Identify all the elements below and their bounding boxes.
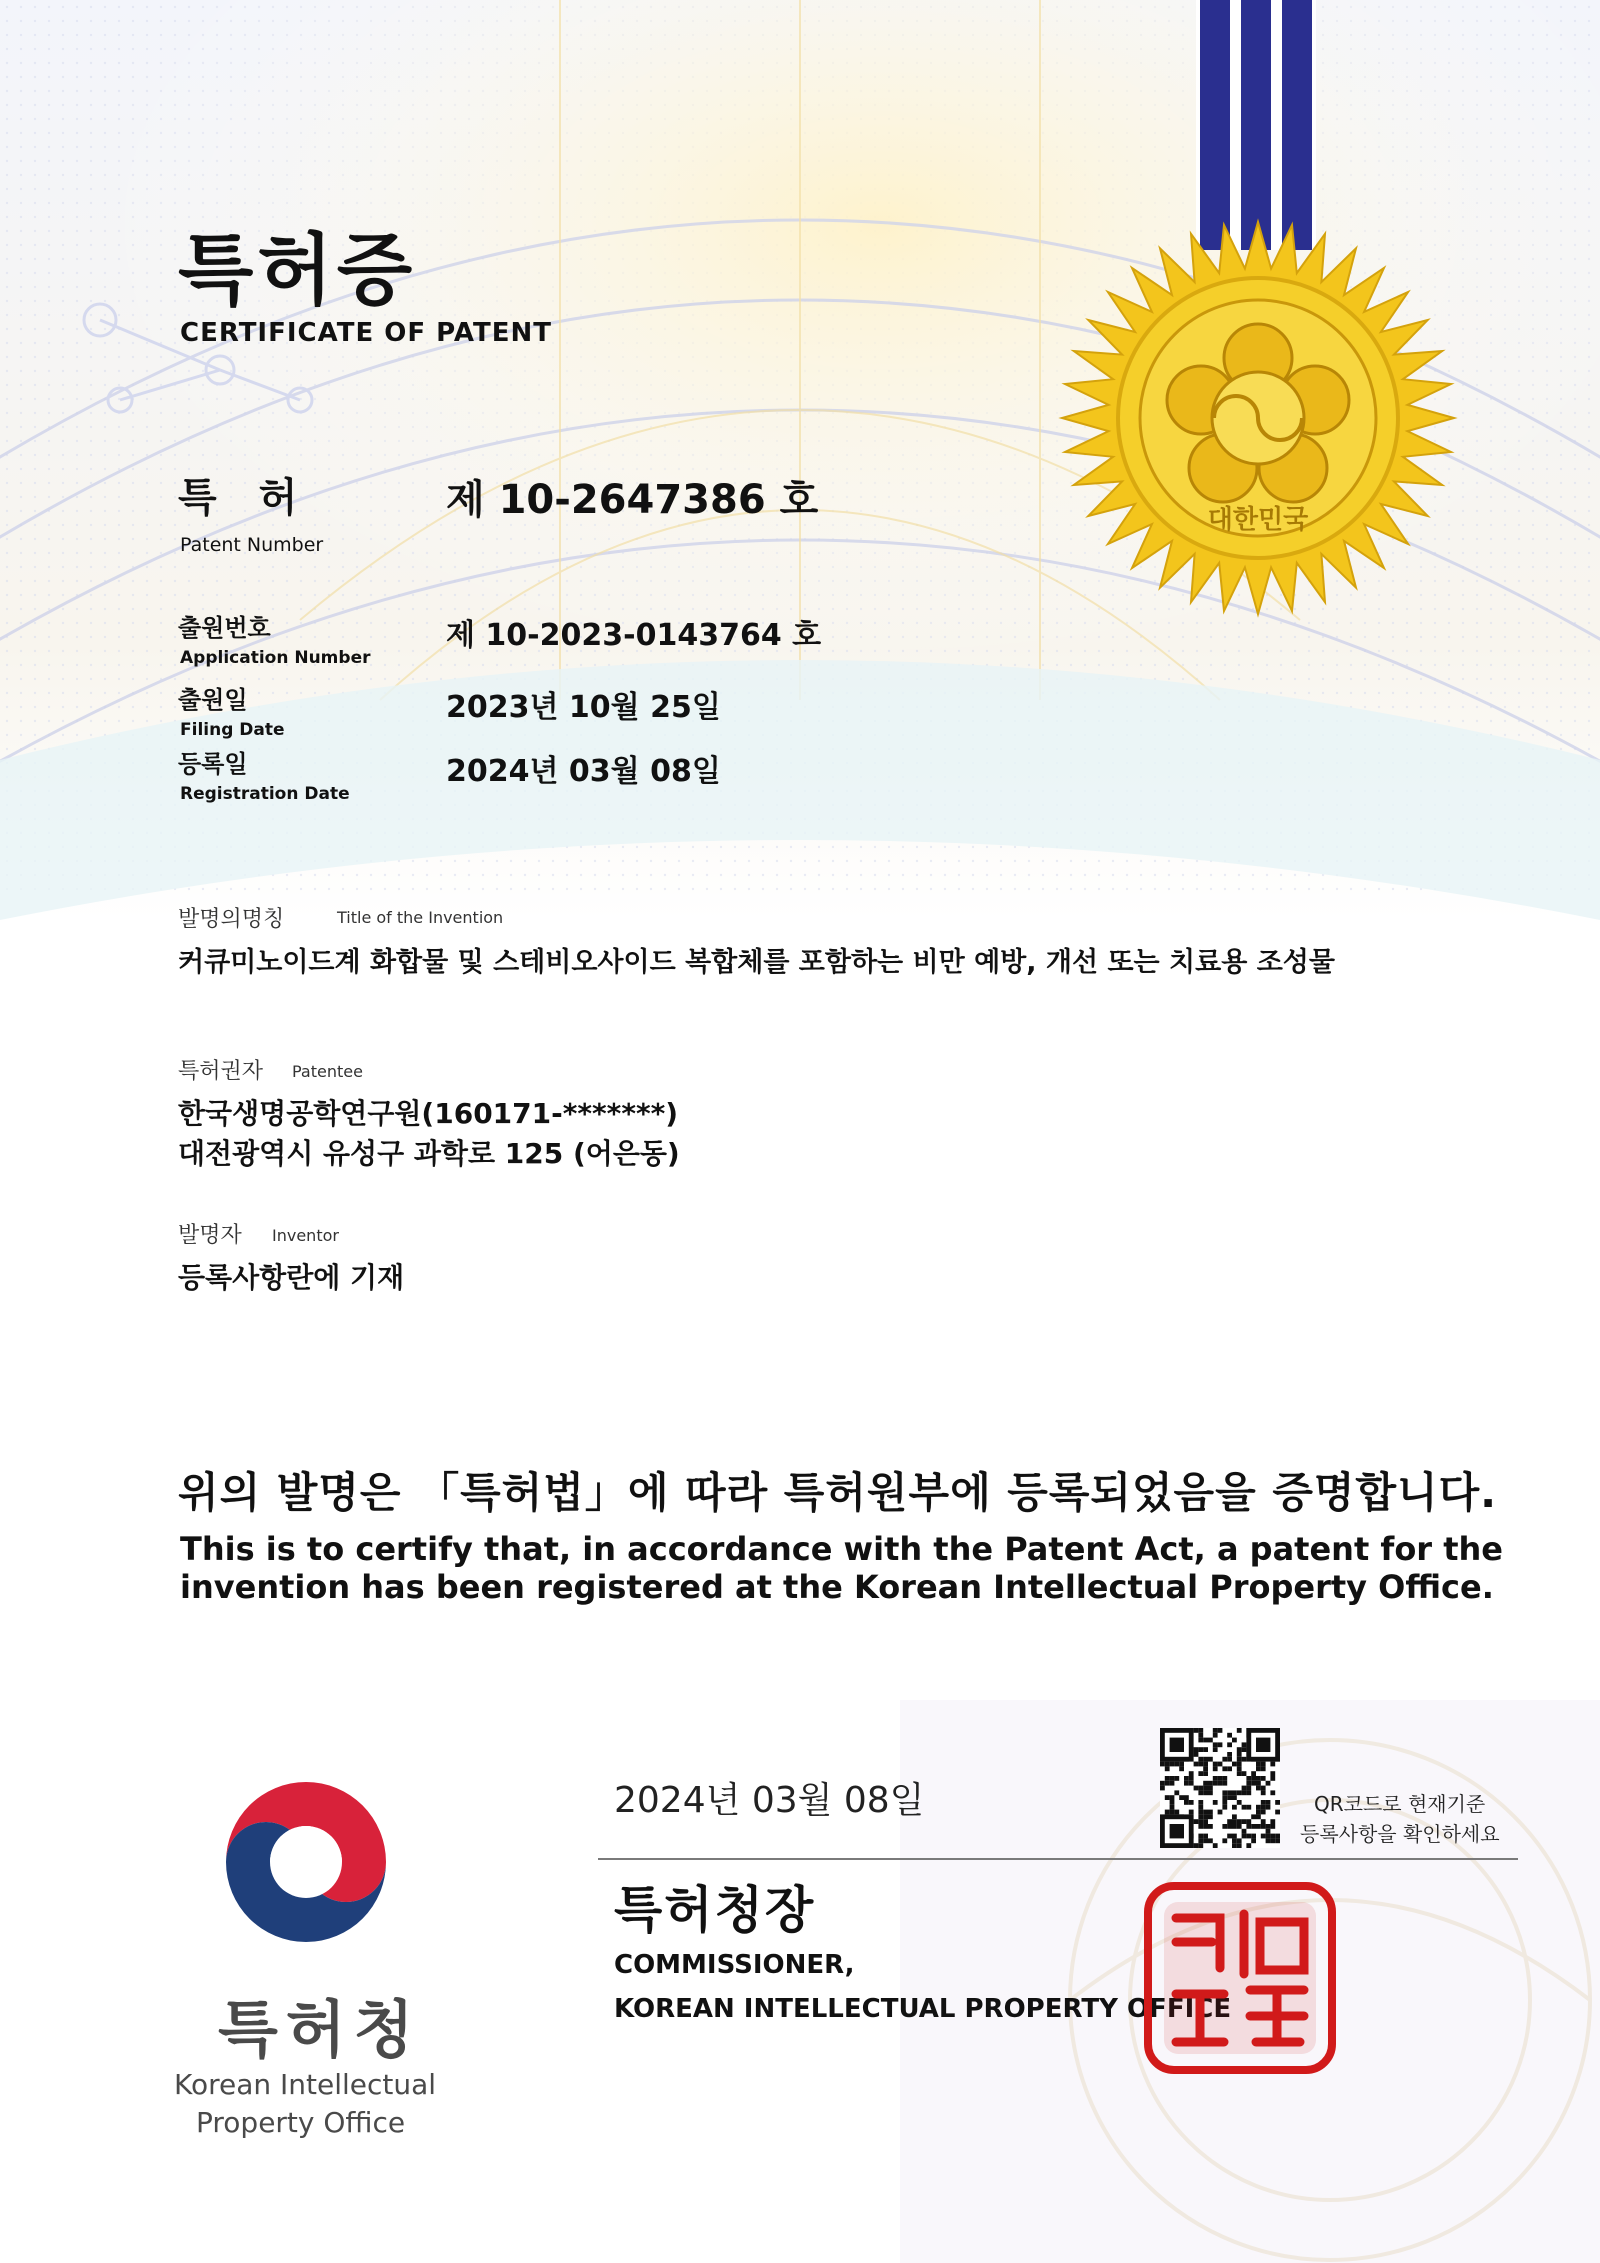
ribbon <box>1196 0 1316 250</box>
invention-title-value: 커큐미노이드계 화합물 및 스테비오사이드 복합체를 포함하는 비만 예방, 개선 또는 치료용 조성물 <box>178 947 1335 978</box>
registration-date-value: 2024년 03월 08일 <box>446 754 721 789</box>
commissioner-title-en-line1: COMMISSIONER, <box>614 1950 855 1980</box>
invention-title-label-ko: 발명의명칭 <box>178 907 285 932</box>
qr-code[interactable] <box>1160 1728 1280 1848</box>
patentee-label-en: Patentee <box>292 1062 363 1081</box>
inventor-value: 등록사항란에 기재 <box>178 1261 405 1294</box>
kipo-logo-name-en-line2: Property Office <box>196 2106 406 2139</box>
patent-number-label-ko: 특 허 <box>178 475 312 521</box>
medal-text: 대한민국 <box>1207 505 1309 535</box>
ribbon-stripe-middle <box>1241 0 1271 250</box>
patentee-name: 한국생명공학연구원(160171-*******) <box>178 1097 679 1130</box>
inventor-label-ko: 발명자 <box>178 1223 242 1248</box>
qr-note-line2: 등록사항을 확인하세요 <box>1300 1822 1500 1846</box>
qr-note-line1: QR코드로 현재기준 <box>1314 1792 1486 1816</box>
kipo-logo-name-en-line1: Korean Intellectual <box>174 2068 437 2101</box>
patent-number-label-en: Patent Number <box>180 534 324 556</box>
official-seal-stamp <box>1140 1878 1340 2078</box>
invention-title-label-en: Title of the Invention <box>337 908 504 927</box>
gold-seal-medal <box>1058 218 1458 618</box>
certification-statement-ko: 위의 발명은 「특허법」에 따라 특허원부에 등록되었음을 증명합니다. <box>178 1468 1498 1517</box>
application-number-label-en: Application Number <box>180 648 371 668</box>
ribbon-stripe-left <box>1200 0 1230 250</box>
filing-date-label-en: Filing Date <box>180 720 285 740</box>
application-number-value: 제 10-2023-0143764 호 <box>446 618 822 653</box>
commissioner-title-ko: 특허청장 <box>614 1881 816 1939</box>
certificate-title-ko: 특허증 <box>178 226 417 316</box>
patent-number-value: 제 10-2647386 호 <box>446 477 819 523</box>
commissioner-title-en-line2: KOREAN INTELLECTUAL PROPERTY OFFICE <box>614 1994 1232 2024</box>
ribbon-stripe-right <box>1282 0 1312 250</box>
patentee-label-ko: 특허권자 <box>178 1059 264 1084</box>
registration-date-label-ko: 등록일 <box>178 750 248 778</box>
certification-statement-en: This is to certify that, in accordance with the Patent Act, a patent for the invention has been registered at the Korean Intellectual Property Office. <box>180 1530 1503 1606</box>
inventor-label-en: Inventor <box>272 1226 339 1245</box>
application-number-label-ko: 출원번호 <box>178 614 271 642</box>
kipo-logo-name-ko: 특허청 <box>218 1993 422 2066</box>
patentee-address: 대전광역시 유성구 과학로 125 (어은동) <box>178 1137 680 1170</box>
issue-date: 2024년 03월 08일 <box>614 1780 925 1821</box>
signature-divider <box>598 1858 1518 1860</box>
registration-date-label-en: Registration Date <box>180 784 350 804</box>
filing-date-value: 2023년 10월 25일 <box>446 690 721 725</box>
certificate-title-en: CERTIFICATE OF PATENT <box>180 318 552 348</box>
kipo-taegeuk-logo-icon <box>206 1762 406 1962</box>
filing-date-label-ko: 출원일 <box>178 686 248 714</box>
